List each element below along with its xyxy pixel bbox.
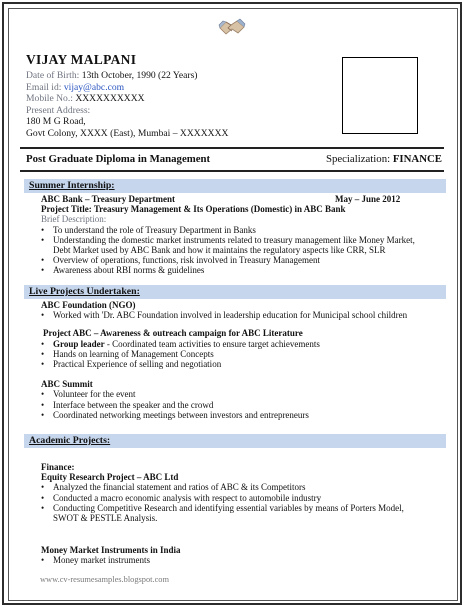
list-item: • To understand the role of Treasury Department in Banks [25, 225, 441, 235]
list-item: • Conducted a macro economic analysis with respect to automobile industry [25, 493, 441, 503]
summer-internship-block [41, 194, 441, 276]
academic-project-1-title: Equity Research Project – ABC Ltd [41, 472, 179, 483]
academic-project-2-title: Money Market Instruments in India [41, 545, 181, 556]
email-link[interactable]: vijay@abc.com [63, 81, 125, 93]
section-heading-live-projects: Live Projects Undertaken: [24, 285, 446, 299]
email-label: Email id: [26, 81, 62, 93]
live-project-2-title: Project ABC – Awareness & outreach campaign for ABC Literature [43, 328, 303, 339]
list-item: • Practical Experience of selling and negotiation [25, 359, 441, 369]
academic-project-2-bullets [25, 555, 441, 565]
live-project-1-title: ABC Foundation (NGO) [41, 300, 136, 310]
mobile-value: XXXXXXXXXX [75, 93, 145, 105]
address-line-2: Govt Colony, XXXX (East), Mumbai – XXXXXXX [26, 127, 229, 139]
list-item: • Coordinated networking meetings between investors and entrepreneurs [25, 410, 441, 420]
specialization-label: Specialization: [325, 153, 391, 165]
list-item: • Hands on learning of Management Concepts [25, 349, 441, 359]
list-item: • Awareness about RBI norms & guidelines [25, 265, 441, 275]
summer-project-title: Project Title: Treasury Management & Its Operations (Domestic) in ABC Bank [41, 204, 346, 215]
section-heading-summer: Summer Internship: [24, 179, 446, 193]
finance-label: Finance: [41, 462, 75, 472]
candidate-name: VIJAY MALPANI [26, 52, 137, 67]
list-item: • Volunteer for the event [25, 389, 441, 399]
dob-label: Date of Birth: [26, 70, 80, 81]
address-label: Present Address: [26, 104, 91, 116]
specialization [326, 153, 442, 165]
list-item: • Analyzed the financial statement and ratios of ABC & its Competitors [25, 482, 441, 492]
mobile-line [26, 93, 228, 105]
list-item: • Group leader - Coordinated team activities to ensure target achievements [25, 339, 441, 349]
footer-url[interactable]: www.cv-resumesamples.blogspot.com [40, 575, 170, 584]
list-item: • Money market instruments [25, 555, 441, 565]
specialization-value: FINANCE [392, 153, 442, 165]
list-item: • Conducting Competitive Research and identifying essential variables by means of Porters Model, SWOT & PESTLE Analysis. [25, 503, 441, 523]
list-item: • Worked with 'Dr. ABC Foundation involved in leadership education for Municipal school children [25, 310, 441, 320]
list-item: • Understanding the domestic market instruments related to treasury management like Money Market, Debt Market used by ABC Bank and how it maintains the regulatory aspects like CRR, SLR [25, 235, 441, 255]
summer-bullets [25, 225, 441, 276]
mobile-label: Mobile No.: [26, 93, 73, 105]
degree-title: Post Graduate Diploma in Management [26, 153, 211, 165]
academic-projects-block [41, 462, 441, 566]
brief-description-label: Brief Description: [41, 214, 107, 225]
header-divider-top [20, 147, 444, 149]
academic-project-1-bullets [25, 482, 441, 523]
email-line [26, 82, 228, 94]
contact-info [26, 70, 228, 140]
handshake-icon [218, 16, 246, 38]
photo-placeholder [342, 57, 418, 134]
section-heading-academic: Academic Projects: [24, 434, 446, 448]
dob-value: 13th October, 1990 (22 Years) [81, 70, 198, 81]
header-divider-bottom [20, 170, 444, 172]
live-projects-block [41, 300, 441, 420]
live-project-3-bullets [25, 389, 441, 420]
live-project-3-title: ABC Summit [41, 379, 93, 390]
list-item: • Overview of operations, functions, risk involved in Treasury Management [25, 255, 441, 265]
address-line-1: 180 M G Road, [26, 116, 86, 128]
dob-line [26, 70, 228, 82]
live-project-1-bullets [25, 310, 441, 320]
summer-company: ABC Bank – Treasury Department [41, 194, 176, 204]
list-item: • Interface between the speaker and the crowd [25, 400, 441, 410]
summer-company-line [41, 194, 441, 204]
summer-dates: May – June 2012 [335, 194, 401, 204]
live-project-2-bullets [25, 339, 441, 370]
